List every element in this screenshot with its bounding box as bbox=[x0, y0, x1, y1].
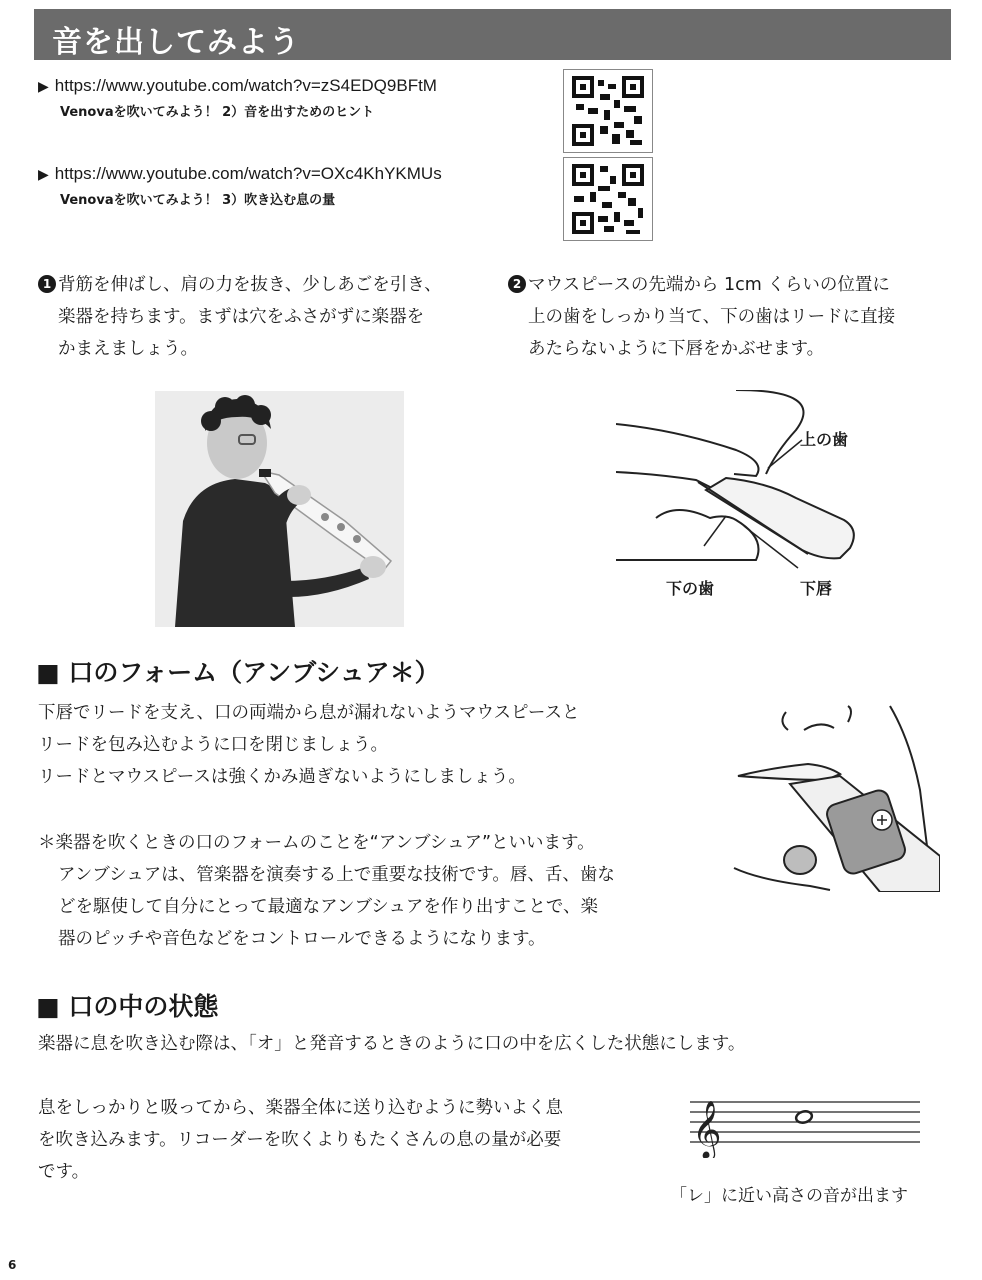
label-lower-teeth: 下の歯 bbox=[666, 579, 715, 598]
music-staff bbox=[690, 1092, 922, 1158]
breath-line-2: を吹き込みます。リコーダーを吹くよりもたくさんの息の量が必要 bbox=[38, 1130, 562, 1150]
step-number-1: 1 bbox=[38, 275, 56, 293]
player-photo bbox=[155, 391, 404, 627]
label-upper-teeth: 上の歯 bbox=[800, 430, 849, 449]
note-line-4: 器のピッチや音色などをコントロールできるようになります。 bbox=[58, 929, 546, 949]
step-2-line-1: マウスピースの先端から 1cm くらいの位置に bbox=[528, 275, 890, 295]
qr-code-icon bbox=[563, 69, 653, 153]
svg-text:𝄞: 𝄞 bbox=[692, 1100, 722, 1158]
video-url-2[interactable]: https://www.youtube.com/watch?v=OXc4KhYKMUs bbox=[54, 164, 442, 183]
embouchure-line-3: リードとマウスピースは強くかみ過ぎないようにしましょう。 bbox=[38, 767, 526, 787]
step-1-line-1: 背筋を伸ばし、肩の力を抜き、少しあごを引き、 bbox=[58, 275, 442, 295]
embouchure-line-2: リードを包み込むように口を閉じましょう。 bbox=[38, 735, 388, 755]
embouchure-line-1: 下唇でリードを支え、口の両端から息が漏れないようマウスピースと bbox=[38, 703, 580, 723]
embouchure-illustration bbox=[730, 700, 940, 892]
breath-line-1: 息をしっかりと吸ってから、楽器全体に送り込むように勢いよく息 bbox=[38, 1098, 563, 1118]
play-triangle-icon: ▶ bbox=[38, 166, 49, 182]
qr-code-icon bbox=[563, 157, 653, 241]
breath-text bbox=[38, 1092, 658, 1188]
page-title: 音を出してみよう bbox=[52, 25, 300, 60]
video-url-1[interactable]: https://www.youtube.com/watch?v=zS4EDQ9BFtM bbox=[54, 76, 437, 95]
step-2 bbox=[508, 269, 968, 365]
step-1-line-3: かまえましょう。 bbox=[58, 339, 198, 359]
step-1 bbox=[38, 269, 498, 365]
section-heading-embouchure: ■ 口のフォーム（アンブシュア＊） bbox=[36, 658, 440, 687]
note-line-3: どを駆使して自分にとって最適なアンブシュアを作り出すことで、楽 bbox=[58, 897, 599, 917]
section-heading-mouth-interior: ■ 口の中の状態 bbox=[36, 992, 219, 1021]
note-line-2: アンブシュアは、管楽器を演奏する上で重要な技術です。唇、舌、歯な bbox=[58, 865, 615, 885]
note-line-1: ＊楽器を吹くときの口のフォームのことを“アンブシュア”といいます。 bbox=[38, 833, 595, 853]
breath-line-3: です。 bbox=[38, 1162, 90, 1182]
mouth-interior-line-1: 楽器に息を吹き込む際は、「オ」と発音するときのように口の中を広くした状態にします。 bbox=[38, 1034, 746, 1054]
title-bar bbox=[34, 9, 951, 60]
step-number-2: 2 bbox=[508, 275, 526, 293]
staff-caption: 「レ」に近い高さの音が出ます bbox=[670, 1186, 908, 1206]
video-caption-2: Venovaを吹いてみよう！ 3）吹き込む息の量 bbox=[60, 193, 336, 208]
label-lower-lip: 下唇 bbox=[800, 579, 833, 598]
step-2-line-2: 上の歯をしっかり当て、下の歯はリードに直接 bbox=[528, 307, 896, 327]
video-caption-1: Venovaを吹いてみよう！ 2）音を出すためのヒント bbox=[60, 105, 375, 120]
mouthpiece-diagram bbox=[616, 390, 876, 600]
embouchure-text bbox=[38, 697, 718, 793]
step-2-line-3: あたらないように下唇をかぶせます。 bbox=[528, 339, 825, 359]
page-number: 6 bbox=[8, 1258, 17, 1272]
play-triangle-icon: ▶ bbox=[38, 78, 49, 94]
embouchure-note bbox=[38, 827, 718, 955]
step-1-line-2: 楽器を持ちます。まずは穴をふさがずに楽器を bbox=[58, 307, 425, 327]
video-link-1[interactable] bbox=[38, 76, 437, 96]
video-link-2[interactable] bbox=[38, 164, 442, 184]
